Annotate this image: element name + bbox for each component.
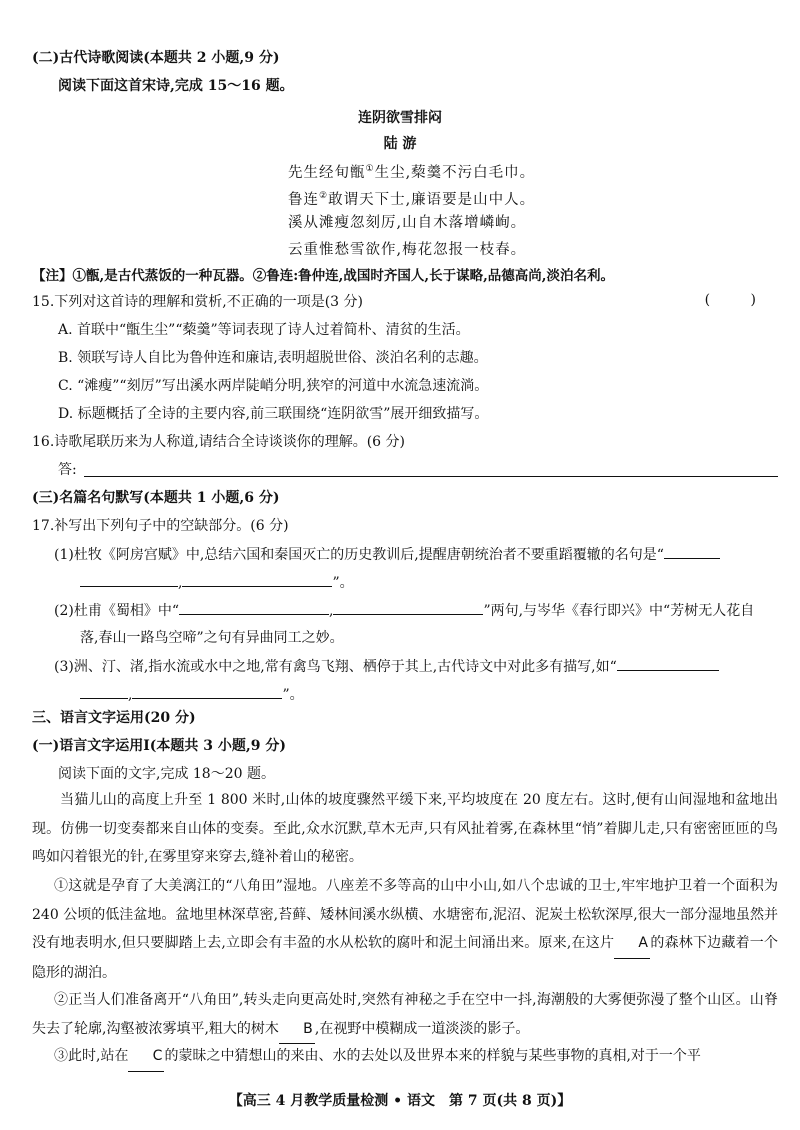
- read-prompt: 阅读下面这首宋诗,完成 15～16 题。: [58, 78, 294, 94]
- sub1-heading: (一)语言文字运用Ⅰ(本题共 3 小题,9 分): [32, 738, 287, 754]
- q17-blank-1a[interactable]: [664, 544, 720, 559]
- blank-label-c[interactable]: C: [128, 1042, 164, 1072]
- q17-blank-3a[interactable]: [617, 656, 719, 671]
- q17-blank-3b[interactable]: [132, 684, 282, 699]
- q16-answer-label: 答:: [58, 462, 77, 478]
- poem-author: 陆 游: [383, 136, 417, 152]
- poem-line-1: 先生经旬甑①生尘,蔾羹不污白毛巾。: [288, 164, 536, 181]
- q15-option-b: B. 领联写诗人自比为鲁仲连和廉诘,表明超脱世俗、淡泊名利的志趣。: [58, 350, 488, 366]
- q17-blank-2a[interactable]: [179, 600, 329, 615]
- read-prompt-2: 阅读下面的文字,完成 18～20 题。: [58, 766, 275, 782]
- passage-paragraph-3: ③此时,站在 C 的蒙昧之中猜想山的来由、水的去处以及世界本来的样貌与某些事物的真相,对于一个平: [32, 1042, 778, 1072]
- page-footer: 【高三 4 月教学质量检测 • 语文 第 7 页(共 8 页)】: [228, 1093, 572, 1109]
- blank-label-b[interactable]: B: [279, 1015, 315, 1045]
- q17-item1-line1: (1)杜牧《阿房宫赋》中,总结六国和秦国灭亡的历史教训后,提醒唐朝统治者不要重蹈覆辙的名句是“: [54, 544, 720, 565]
- q17-item1-line2: , ”。: [80, 572, 354, 593]
- part3-heading: 三、语言文字运用(20 分): [32, 710, 196, 726]
- poem-line-2: 鲁连②敢谓天下士,廉语要是山中人。: [288, 191, 536, 208]
- q15-option-d: D. 标题概括了全诗的主要内容,前三联围绕“连阴欲雪”展开细致描写。: [58, 406, 489, 422]
- blank-label-a[interactable]: A: [614, 929, 650, 959]
- poem-title: 连阴欲雪排闷: [358, 110, 442, 126]
- section3-heading: (三)名篇名句默写(本题共 1 小题,6 分): [32, 490, 280, 506]
- poem-note: 【注】①甑,是古代蒸饭的一种瓦器。②鲁连:鲁仲连,战国时齐国人,长于谋略,品德高尚,淡泊名利。: [32, 268, 614, 284]
- q16-answer-line[interactable]: [84, 476, 778, 477]
- q17-blank-2b[interactable]: [333, 600, 483, 615]
- q15-answer-paren[interactable]: ( ): [704, 292, 774, 308]
- passage-paragraph-2: ②正当人们准备离开“八角田”,转头走向更高处时,突然有神秘之手在空中一抖,海潮般的大雾便弥漫了整个山区。山脊失去了轮廓,沟壑被浓雾填平,粗大的树木 B ,在视野中模糊成一道淡淡的影子。: [32, 986, 778, 1044]
- q17-blank-1b[interactable]: [182, 572, 332, 587]
- q17-stem: 17.补写出下列句子中的空缺部分。(6 分): [32, 518, 289, 534]
- section2-heading: (二)古代诗歌阅读(本题共 2 小题,9 分): [32, 50, 280, 66]
- q15-option-c: C. “滩瘦”“刻厉”写出溪水两岸陡峭分明,狭窄的河道中水流急速流淌。: [58, 378, 489, 394]
- q17-item2-line1: (2)杜甫《蜀相》中“ , ”两句,与岑华《春行即兴》中“芳树无人花自: [54, 600, 754, 621]
- q15-option-a: A. 首联中“甑生尘”“蔾羹”等词表现了诗人过着简朴、清贫的生活。: [58, 322, 470, 338]
- passage-paragraph-1: ①这就是孕育了大美漓江的“八角田”湿地。八座差不多等高的山中小山,如八个忠诚的卫士,牢牢地护卫着一个面积为 240 公顷的低洼盆地。盆地里林深草密,苔藓、矮林间溪水纵横、水塘密布,泥沼、泥炭土松软深厚,很大一部分湿地虽然并没有地表明水,但只要脚踏上去,立即会有丰盈的水从松软的腐叶和泥土间涌出来。原来,在这片 A 的森林下边藏着一个隐形的湖泊。: [32, 878, 778, 981]
- passage-paragraph-0: 当猫儿山的高度上升至 1 800 米时,山体的坡度骤然平缓下来,平均坡度在 20 度左右。这时,便有山间湿地和盆地出现。仿佛一切变奏都来自山体的变奏。至此,众水沉默,草木无声,只有风扯着雾,在森林里“悄”着脚儿走,只有密密匝匝的鸟鸣如闪着银光的针,在雾里穿来穿去,缝补着山的秘密。: [32, 792, 778, 865]
- q16-stem: 16.诗歌尾联历来为人称道,请结合全诗谈谈你的理解。(6 分): [32, 434, 405, 450]
- q17-item3-line1: (3)洲、汀、渚,指水流或水中之地,常有禽鸟飞翔、栖停于其上,古代诗文中对此多有描写,如“: [54, 656, 719, 677]
- q17-item2-line2: 落,春山一路鸟空啼”之句有异曲同工之妙。: [80, 630, 344, 646]
- poem-line-4: 云重惟愁雪欲作,梅花忽报一枝春。: [288, 242, 527, 258]
- q15-stem: 15.下列对这首诗的理解和赏析,不正确的一项是(3 分): [32, 294, 363, 310]
- q17-blank-3a-cont[interactable]: [80, 684, 128, 699]
- q17-item3-line2: , ”。: [80, 684, 304, 705]
- poem-line-3: 溪从滩瘦忽刻厉,山自木落增嶙峋。: [288, 215, 527, 231]
- q17-blank-1a-cont[interactable]: [80, 572, 178, 587]
